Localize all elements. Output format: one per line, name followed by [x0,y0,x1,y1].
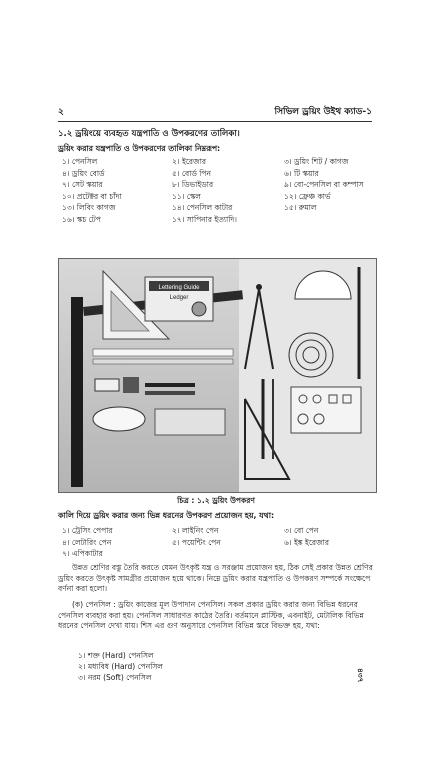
page-number: ২ [58,107,64,117]
list-item: ৮। ডিভাইডার [172,180,214,189]
list-item: ৬। ইঙ্ক ইরেজার [284,537,329,547]
list-item: ১৭। সাপিনার ইত্যাদি। [172,214,237,224]
list-item: ৫। বোর্ড পিন [172,168,211,178]
list-item: ৭। সেট স্কয়ার [62,180,103,189]
list-item: ১১। স্কেল [172,191,201,201]
list-item: ১। শক্ত (Hard) পেনসিল [78,651,154,660]
list-row [62,203,362,215]
list-item: ৩। বো পেন [284,526,319,535]
list-item: ২। ইরেজার [172,157,206,166]
list-item: ১৩। লিবিং কাগজ [62,203,116,212]
shape-template [291,387,361,433]
list-item: ৩। ড্রয়িং শিট / কাগজ [284,157,349,166]
section-subheading: ড্রয়িং করার যন্ত্রপাতি ও উপকরণের তালিকা নিম্নরূপ: [58,144,221,153]
scale-ruler [93,349,233,356]
list-item: ৫। পয়েন্টিং পেন [172,537,221,547]
list-item: ২। লাইনিং পেন [172,526,219,535]
list-item: ৩। নরম (Soft) পেনসিল [78,673,152,682]
instruments-illustration [59,259,376,492]
t-square-head [71,297,83,487]
paragraph-pencil: (ক) পেনসিল : ড্রয়িং কাজের মূল উপাদান পেনসিল। সকল প্রকার ড্রয়িং করার জন্য বিভিন্ন ধরনের পেনসিল ব্যবহার করা হয়। পেনসিল সাধারণত কাঠের তৈরি। বর্তমানে প্লাস্টিক, এবনাইট, মেটালিক বিভিন্ন ধরনের পেনসিল দেখা যায়। শিস এর গুণ অনুসারে পেনসিল বিভিন্ন স্তরে বিভক্ত হয়, যথা: [58,600,364,630]
list-item: ১৬। স্কচ টেপ [62,214,101,224]
list-row [62,549,362,561]
list-row [62,538,362,550]
box-label-line1: Lettering Guide [158,285,200,291]
list-row [62,526,362,538]
box-label-line2: Ledger [169,295,189,301]
eraser [95,379,119,391]
page-footer-number: ৪৩৭ [356,668,365,683]
list-row [62,215,362,227]
list-item: ১৪। পেনসিল কাটার [172,203,233,212]
list-item: ৯। বো-পেনসিল বা কম্পাস [284,180,364,189]
list-item: ৭। এপিকাটার [62,549,103,558]
list-row [62,157,362,169]
list-item: ১। ট্রেসিং পেপার [62,526,113,535]
list-item: ৪। ড্রয়িং বোর্ড [62,168,105,178]
drawing-sheet [155,409,225,435]
list-item: ১০। প্রটেক্টর বা চাঁদা [62,191,122,201]
french-curve [93,407,145,431]
list-item: ১২। ফ্রেঞ্চ কার্ভ [284,191,331,201]
list-row [62,169,362,181]
list-item: ৬। টি স্কয়ার [284,168,319,178]
list-row [62,192,362,204]
list-row [62,180,362,192]
sharpener [123,377,139,393]
list-item: ২। মধ্যবিধ (Hard) পেনসিল [78,662,163,671]
tools-list [62,157,362,226]
section-heading: ১.২ ড্রয়িংয়ে ব্যবহৃত যন্ত্রপাতি ও উপকরণের তালিকা। [58,129,240,139]
figure-caption: চিত্র : ১.২ ড্রয়িং উপকরণ [177,496,255,505]
running-title: সিভিল ড্রয়িং উইথ ক্যাড-১ [274,107,372,117]
running-header [58,104,372,120]
list-item: ১৫। রুমাল [284,203,317,212]
ink-tools-list [62,526,362,561]
list-item: ১। পেনসিল [62,157,98,166]
pencil [145,383,195,387]
section-heading-ink: কালি দিয়ে ড্রয়িং করার জন্য ভিন্ন ধরনের উপকরণ প্রয়োজন হয়, যথা: [58,511,275,520]
drawing-instruments-photo [58,258,377,493]
header-divider [58,121,372,122]
list-item: ৪। লেটারিং পেন [62,537,112,547]
paragraph-intro: উন্নত শ্রেণির বস্তু তৈরি করতে যেমন উৎকৃষ্ট যন্ত্র ও সরঞ্জাম প্রয়োজন হয়, ঠিক সেই প্রকার উন্নত শ্রেণির ড্রয়িং করতে উৎকৃষ্ট সামগ্রীর প্রয়োজন হয়ে থাকে। নিম্নে ড্রয়িং করার যন্ত্রপাতি ও উপকরণ সম্পর্কে সংক্ষেপে বর্ণনা করা হলো। [58,563,373,593]
pencil-types-list [78,650,163,683]
